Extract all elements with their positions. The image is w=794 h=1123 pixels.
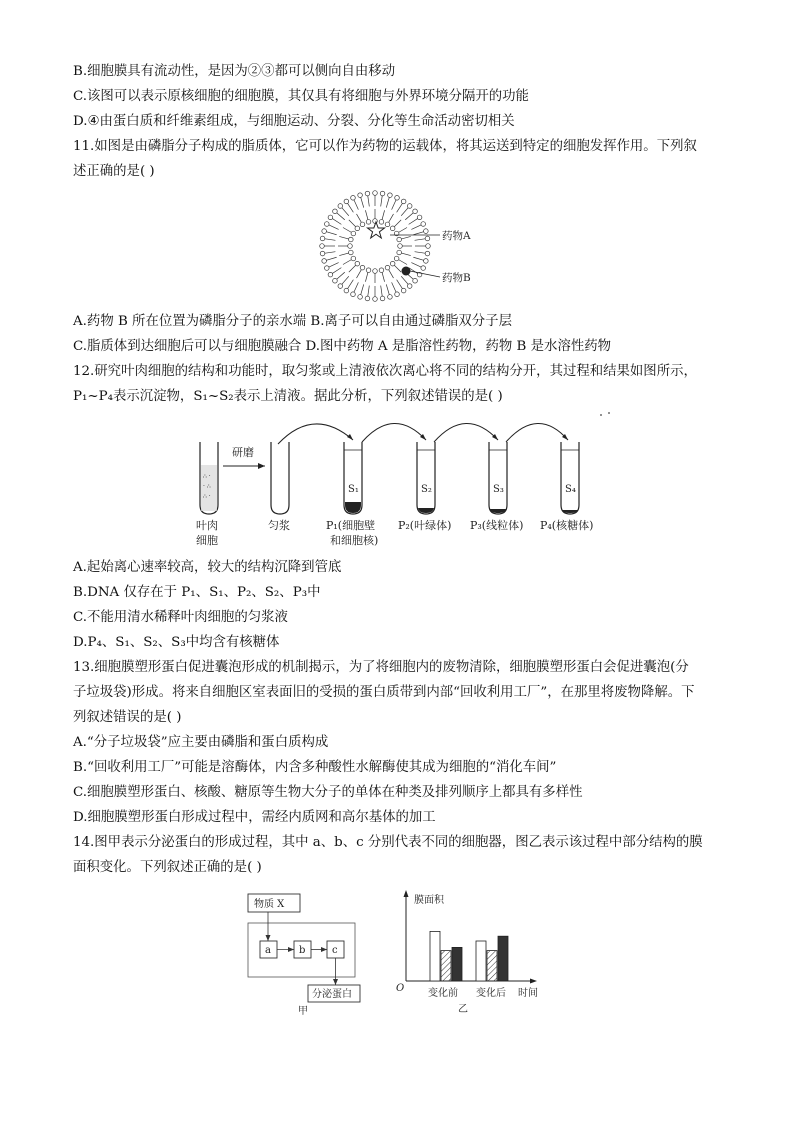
secretion-flow-diagram xyxy=(236,890,376,1024)
q14-stem-line-2: 面积变化。下列叙述正确的是( ) xyxy=(73,860,262,875)
origin-label: O xyxy=(396,983,405,994)
svg-text:和细胞核): 和细胞核) xyxy=(330,534,379,547)
lipid-head xyxy=(322,259,327,264)
lipid-head xyxy=(385,265,390,270)
q11-stem-line-2: 述正确的是( ) xyxy=(73,164,155,179)
lipid-head xyxy=(320,236,325,241)
svg-text:∴ ·: ∴ · xyxy=(203,473,211,480)
lipid-head xyxy=(351,231,356,236)
svg-text:c: c xyxy=(332,945,338,956)
lipid-head xyxy=(373,297,378,302)
homogenate-tube xyxy=(271,442,289,514)
label-jia: 甲 xyxy=(298,1006,308,1017)
q11-options-ab: A.药物 B 所在位置为磷脂分子的亲水端 B.离子可以自由通过磷脂双分子层 xyxy=(73,314,512,329)
y-axis-label: 膜面积 xyxy=(414,895,444,906)
x-tick-after: 变化后 xyxy=(476,988,506,999)
lipid-head xyxy=(322,229,327,234)
label-yi: 乙 xyxy=(458,1004,468,1015)
bar-1-0 xyxy=(476,941,486,981)
lipid-head xyxy=(379,268,384,273)
q12-stem-line-2: P₁~P₄表示沉淀物，S₁~S₂表示上清液。据此分析，下列叙述错误的是( ) xyxy=(73,389,503,404)
q13-stem-line-1: 13.细胞膜塑形蛋白促进囊泡形成的机制揭示，为了将细胞内的废物清除，细胞膜塑形蛋白会促进囊泡(分 xyxy=(73,660,689,675)
svg-text:S₃: S₃ xyxy=(493,484,504,495)
lipid-head xyxy=(333,209,338,214)
svg-text:S₂: S₂ xyxy=(421,484,432,495)
tube-p2 xyxy=(417,442,435,514)
x-tick-before: 变化前 xyxy=(428,988,458,999)
bar-1-2 xyxy=(498,936,508,981)
bar-0-0 xyxy=(430,931,440,981)
q12-option-d: D.P₄、S₁、S₂、S₃中均含有核糖体 xyxy=(73,635,280,650)
lipid-head xyxy=(358,193,363,198)
lipid-head xyxy=(344,199,349,204)
q13-option-c: C.细胞膜塑形蛋白、核酸、糖原等生物大分子的单体在种类及排列顺序上都具有多样性 xyxy=(73,785,583,800)
substance-x-label: 物质 X xyxy=(254,899,285,910)
q10-option-d: D.④由蛋白质和纤维素组成，与细胞运动、分裂、分化等生命活动密切相关 xyxy=(73,114,515,129)
svg-text:叶肉: 叶肉 xyxy=(196,519,218,532)
lipid-head xyxy=(425,251,430,256)
lipid-head xyxy=(397,250,402,255)
svg-text:P₃(线粒体): P₃(线粒体) xyxy=(470,519,524,532)
tube-p1 xyxy=(344,442,362,514)
bar-0-1 xyxy=(441,951,451,981)
drug-b-dot xyxy=(402,267,411,276)
tube-p4 xyxy=(561,442,579,514)
lipid-head xyxy=(390,261,395,266)
q12-option-a: A.起始离心速率较高，较大的结构沉降到管底 xyxy=(73,560,342,575)
svg-text:a: a xyxy=(265,945,271,956)
lipid-head xyxy=(349,237,354,242)
lipid-head xyxy=(358,295,363,300)
lipid-head xyxy=(398,244,403,249)
svg-text:∴ ·: ∴ · xyxy=(203,493,211,500)
q13-option-d: D.细胞膜塑形蛋白形成过程中，需经内质网和高尔基体的加工 xyxy=(73,810,436,825)
drug-b-label: 药物B xyxy=(442,272,471,284)
lipid-head xyxy=(413,278,418,283)
lipid-head xyxy=(424,229,429,234)
lipid-head xyxy=(388,295,393,300)
lipid-head xyxy=(385,222,390,227)
svg-text:b: b xyxy=(299,945,306,956)
lipid-head xyxy=(324,266,329,271)
lipid-head xyxy=(426,244,431,249)
q14-stem-line-1: 14.图甲表示分泌蛋白的形成过程，其中 a、b、c 分别代表不同的细胞器，图乙表示该过程中部分结构的膜 xyxy=(73,835,703,850)
svg-text:· ∴: · ∴ xyxy=(203,483,211,490)
lipid-head xyxy=(421,222,426,227)
lipid-head xyxy=(365,191,370,196)
grind-label: 研磨 xyxy=(232,446,254,459)
q12-stem-line-1: 12.研究叶肉细胞的结构和功能时，取匀浆或上清液依次离心将不同的结构分开，其过程和结果如图所示， xyxy=(73,364,697,379)
lipid-head xyxy=(417,215,422,220)
lipid-head xyxy=(338,284,343,289)
lipid-head xyxy=(351,292,356,297)
tube-p3 xyxy=(489,442,507,514)
lipid-head xyxy=(395,195,400,200)
lipid-head xyxy=(328,215,333,220)
bar-1-1 xyxy=(487,951,497,981)
leaf-cell-tube xyxy=(200,442,218,514)
q13-stem-line-2: 子垃圾袋)形成。将来自细胞区室表面旧的受损的蛋白质带到内部“回收利用工厂”，在那里将废物降解。下 xyxy=(73,685,695,700)
q10-option-c: C.该图可以表示原核细胞的细胞膜，其仅具有将细胞与外界环境分隔开的功能 xyxy=(73,89,529,104)
lipid-head xyxy=(401,288,406,293)
lipid-head xyxy=(351,195,356,200)
svg-text:分泌蛋白: 分泌蛋白 xyxy=(312,989,352,1000)
drug-a-label: 药物A xyxy=(442,230,471,242)
lipid-head xyxy=(355,226,360,231)
lipid-head xyxy=(338,204,343,209)
q13-option-a: A.“分子垃圾袋”应主要由磷脂和蛋白质构成 xyxy=(73,735,329,750)
lipid-head xyxy=(390,226,395,231)
x-axis-label: 时间 xyxy=(518,988,538,999)
lipid-head xyxy=(366,220,371,225)
lipid-head xyxy=(333,278,338,283)
q11-options-cd: C.脂质体到达细胞后可以与细胞膜融合 D.图中药物 A 是脂溶性药物，药物 B 是水溶性药物 xyxy=(73,339,612,354)
lipid-head xyxy=(349,250,354,255)
lipid-head xyxy=(379,220,384,225)
lipid-head xyxy=(360,222,365,227)
q13-option-b: B.“回收利用工厂”可能是溶酶体，内含多种酸性水解酶使其成为细胞的“消化车间” xyxy=(73,760,557,775)
lipid-head xyxy=(407,284,412,289)
lipid-head xyxy=(413,209,418,214)
lipid-head xyxy=(424,259,429,264)
lipid-head xyxy=(365,296,370,301)
lipid-head xyxy=(397,237,402,242)
q11-stem-line-1: 11.如图是由磷脂分子构成的脂质体，它可以作为药物的运载体，将其运送到特定的细胞发挥作用。下列叙 xyxy=(73,139,697,154)
svg-text:P₄(核糖体): P₄(核糖体) xyxy=(540,519,594,532)
lipid-head xyxy=(401,199,406,204)
lipid-head xyxy=(380,191,385,196)
liposome-figure xyxy=(310,188,500,312)
lipid-head xyxy=(328,272,333,277)
lipid-head xyxy=(380,296,385,301)
lipid-head xyxy=(348,244,353,249)
q13-stem-line-3: 列叙述错误的是( ) xyxy=(73,710,182,725)
svg-text:细胞: 细胞 xyxy=(196,534,218,547)
lipid-head xyxy=(355,261,360,266)
lipid-head xyxy=(351,256,356,261)
lipid-head xyxy=(373,191,378,196)
lipid-head xyxy=(360,265,365,270)
svg-text:P₁(细胞壁: P₁(细胞壁 xyxy=(326,519,376,532)
centrifuge-figure xyxy=(190,410,620,554)
svg-text:匀浆: 匀浆 xyxy=(268,519,290,532)
lipid-head xyxy=(407,204,412,209)
lipid-head xyxy=(373,269,378,274)
q10-option-b: B.细胞膜具有流动性，是因为②③都可以侧向自由移动 xyxy=(73,64,396,79)
membrane-area-chart xyxy=(394,888,554,1027)
svg-text:S₄: S₄ xyxy=(565,484,576,495)
lipid-head xyxy=(394,256,399,261)
lipid-head xyxy=(395,292,400,297)
q12-option-c: C.不能用清水稀释叶肉细胞的匀浆液 xyxy=(73,610,288,625)
lipid-head xyxy=(425,236,430,241)
lipid-head xyxy=(324,222,329,227)
lipid-head xyxy=(388,193,393,198)
lipid-head xyxy=(421,266,426,271)
lipid-head xyxy=(320,251,325,256)
lipid-head xyxy=(366,268,371,273)
q12-option-b: B.DNA 仅存在于 P₁、S₁、P₂、S₂、P₃中 xyxy=(73,585,321,600)
bar-0-2 xyxy=(452,947,462,981)
lipid-head xyxy=(344,288,349,293)
svg-text:S₁: S₁ xyxy=(348,484,359,495)
lipid-head xyxy=(320,244,325,249)
svg-text:P₂(叶绿体): P₂(叶绿体) xyxy=(398,519,452,532)
